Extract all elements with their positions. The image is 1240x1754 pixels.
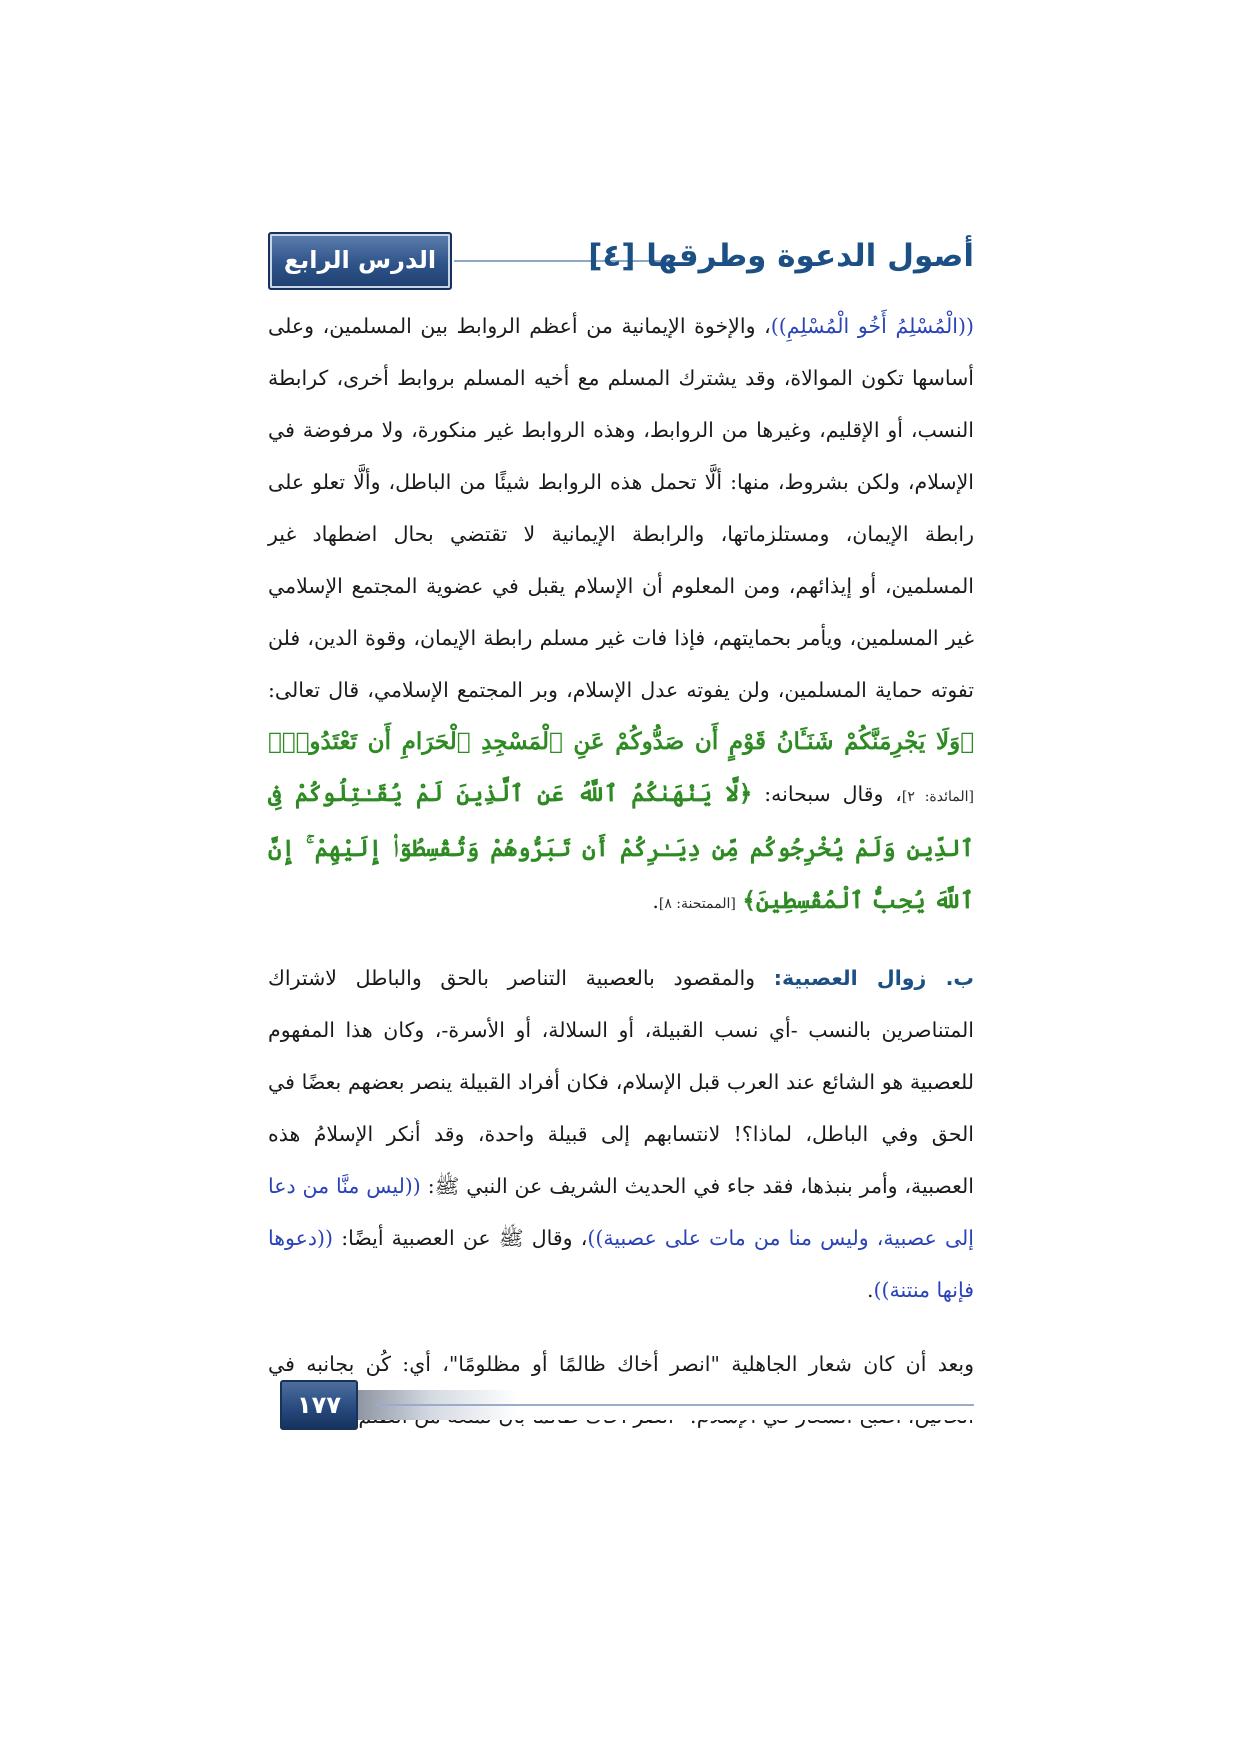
footer-divider	[376, 1404, 974, 1406]
hadith-quote: ((الْمُسْلِمُ أَخُو الْمُسْلِمِ))	[770, 314, 974, 338]
book-title: أصول الدعوة وطرقها [٤]	[588, 238, 974, 274]
quran-verse: ﴿لَّا يَنْهَىٰكُمُ ٱللَّهُ عَنِ ٱلَّذِينَ لَمْ يُقَـٰتِلُوكُمْ فِى ٱلدِّينِ وَلَمْ يُخْرِجُوكُم مِّن دِيَـٰرِكُمْ أَن تَبَرُّوهُمْ وَتُقْسِطُوٓا۟ إِلَيْهِمْ ۚ إِنَّ ٱللَّهَ يُحِبُّ ٱلْمُقْسِطِينَ﴾	[268, 780, 974, 914]
paragraph-tribalism	[268, 952, 974, 1316]
page-body	[268, 300, 974, 1442]
verse-reference: [المائدة: ٢]	[901, 789, 974, 805]
page-header	[268, 232, 974, 296]
page-number: ١٧٧	[280, 1380, 358, 1430]
body-text: وبعد أن كان شعار الجاهلية "انصر أخاك ظالمًا أو مظلومًا"، أي: كُن بجانبه في	[268, 1352, 974, 1376]
paragraph-brotherhood	[268, 300, 974, 930]
body-text: ، وقال ﷺ عن العصبية أيضًا:	[341, 1226, 588, 1250]
lesson-badge: الدرس الرابع	[268, 232, 452, 290]
hadith-quote: ((ليس منَّا من دعا إلى عصبية، وليس منا من مات على عصبية))	[268, 1174, 974, 1250]
section-subheading: ب. زوال العصبية:	[773, 966, 974, 990]
verse-reference: [الممتحنة: ٨]	[658, 896, 736, 912]
hadith-quote: ((دعوها فإنها منتنة))	[268, 1226, 974, 1302]
body-text: والمقصود بالعصبية التناصر بالحق والباطل لاشتراك المتناصرين بالنسب -أي نسب القبيلة، أو السلالة، أو الأسرة-، وكان هذا المفهوم للعصبية هو الشائع عند العرب قبل الإسلام، فكان أفراد القبيلة ينصر بعضهم بعضًا في الحق وفي الباطل، لماذا؟! لانتسابهم إلى قبيلة واحدة، وقد أنكر الإسلامُ هذه العصبية، وأمر بنبذها، فقد جاء في الحديث الشريف عن النبي ﷺ:	[268, 966, 974, 1198]
body-text: .	[652, 889, 659, 913]
body-text: ، والإخوة الإيمانية من أعظم الروابط بين المسلمين، وعلى أساسها تكون الموالاة، وقد يشترك المسلم مع أخيه المسلم بروابط أخرى، كرابطة النسب، أو الإقليم، وغيرها من الروابط، وهذه الروابط غير منكورة، ولا مرفوضة في الإسلام، ولكن بشروط، منها: ألَّا تحمل هذه الروابط شيئًا من الباطل، وألَّا تعلو على رابطة الإيمان، ومستلزماتها، والرابطة الإيمانية لا تقتضي بحال اضطهاد غير المسلمين، أو إيذائهم، ومن المعلوم أن الإسلام يقبل في عضوية المجتمع الإسلامي غير المسلمين، ويأمر بحمايتهم، فإذا فات غير مسلم رابطة الإيمان، وقوة الدين، فلن تفوته حماية المسلمين، ولن يفوته عدل الإسلام، وبر المجتمع الإسلامي، قال تعالى:	[268, 314, 974, 702]
page-footer	[280, 1380, 974, 1430]
body-text: ، وقال سبحانه:	[764, 782, 902, 806]
body-text: .	[866, 1278, 874, 1302]
quran-verse: ﴿وَلَا يَجْرِمَنَّكُمْ شَنَـَٔانُ قَوْمٍ أَن صَدُّوكُمْ عَنِ ٱلْمَسْجِدِ ٱلْحَرَامِ أَن تَعْتَدُوا۟﴾	[268, 728, 974, 755]
